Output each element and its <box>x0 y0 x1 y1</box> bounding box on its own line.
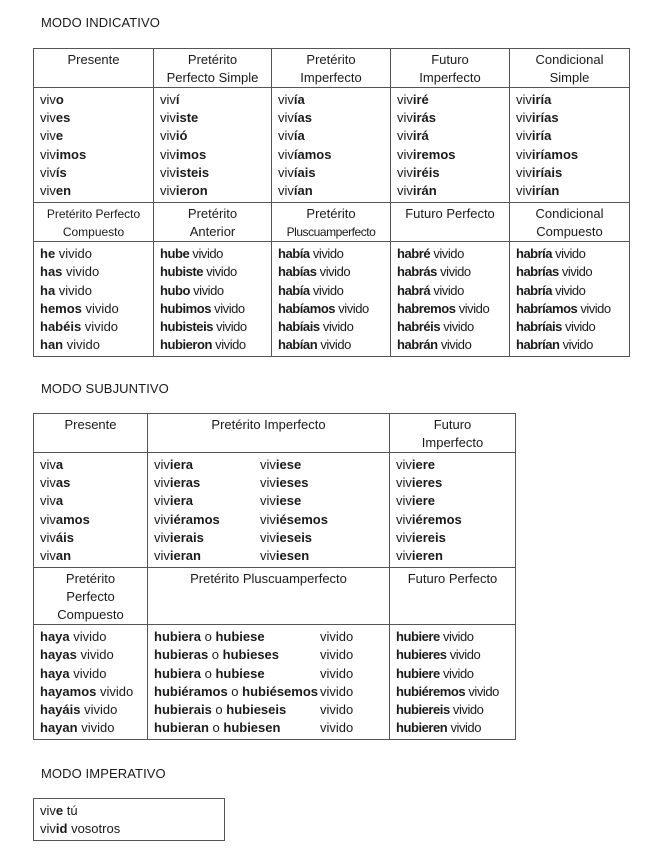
verb-form: viviría <box>516 128 552 144</box>
verb-form: vivisteis <box>160 164 210 180</box>
verb-ending: ieres <box>411 475 443 491</box>
ind-presente-forms <box>34 88 154 203</box>
verb-form: habrás vivido <box>397 264 471 280</box>
auxiliary-verb: hayan <box>40 720 78 736</box>
sub-futuro-imperfecto-forms <box>390 453 516 568</box>
participle: vivido <box>320 683 354 699</box>
participle: vivido <box>320 629 354 645</box>
verb-form: viviere <box>396 457 436 472</box>
verb-ending: a <box>55 457 64 472</box>
verb-ending: iesen <box>275 547 310 563</box>
verb-form: vivirían <box>516 182 560 198</box>
verb-ending: íais <box>293 164 316 180</box>
verb-form: viviríais <box>516 164 563 180</box>
verb-form: vivíamos <box>278 146 332 162</box>
indicativo-header-row-1 <box>34 49 630 88</box>
participle: vivido <box>320 647 354 663</box>
indicativo-table <box>33 48 630 357</box>
auxiliary-verb: había <box>278 246 310 262</box>
verb-ending: isteis <box>175 164 210 180</box>
verb-form: haya vivido <box>40 629 107 645</box>
verb-form: hubieron vivido <box>160 337 246 353</box>
auxiliary-verb: hubisteis <box>160 318 214 334</box>
verb-form: vivieren <box>396 547 443 563</box>
form-ra: vivierais <box>154 529 204 545</box>
subjuntivo-header-row-2 <box>34 568 516 625</box>
auxiliary-verb: hubierais <box>154 701 212 717</box>
form-ra: viviera <box>154 493 194 509</box>
form-se: viviesen <box>260 547 310 563</box>
verb-form: hubisteis vivido <box>160 318 247 334</box>
verb-ending: iríais <box>531 164 563 180</box>
sub-pret-imperfecto-forms <box>148 453 390 568</box>
auxiliary-verb: habrás <box>397 264 437 280</box>
imperativo-title: MODO IMPERATIVO <box>41 766 166 781</box>
verb-ending: iríamos <box>531 146 579 162</box>
auxiliary-pair: hubiéramos o hubiésemos <box>154 683 319 699</box>
verb-form: viviéremos <box>396 511 462 527</box>
verb-form: vivieron <box>160 182 208 198</box>
verb-ending: ieren <box>411 547 443 563</box>
ind-futuro-imperfecto-forms <box>391 88 510 203</box>
verb-form: vivirá <box>397 128 429 144</box>
indicativo-title: MODO INDICATIVO <box>41 15 160 30</box>
ind-h2-pret-anterior: Pretérito Anterior <box>154 203 272 242</box>
verb-ending: iéramos <box>169 511 220 527</box>
auxiliary-pair: hubiera o hubiese <box>154 665 265 681</box>
verb-ending: ía <box>293 92 305 107</box>
verb-form: vivía <box>278 92 305 107</box>
form-se: viviese <box>260 457 302 472</box>
verb-ending: id <box>55 821 68 837</box>
auxiliary-verb: ha <box>40 282 56 298</box>
form-se: vivieses <box>260 475 309 491</box>
ind-h2-pret-perfecto-compuesto: Pretérito Perfecto Compuesto <box>34 203 154 242</box>
imperativo-forms <box>34 799 225 841</box>
verb-form <box>154 456 383 474</box>
participle: vivido <box>320 720 354 736</box>
verb-ending: ía <box>293 128 305 144</box>
verb-ending: e <box>55 128 64 144</box>
auxiliary-verb: hubiere <box>396 629 440 645</box>
verb-ending: a <box>55 493 64 509</box>
verb-ending: es <box>55 110 71 126</box>
verb-form: habías vivido <box>278 264 351 280</box>
verb-form: viví <box>160 92 180 107</box>
verb-form: habéis vivido <box>40 318 119 334</box>
ind-pret-perfecto-compuesto-forms <box>34 242 154 357</box>
auxiliary-verb: hubiera <box>154 665 201 681</box>
auxiliary-verb: hubieses <box>222 647 280 663</box>
verb-form: viviréis <box>397 164 440 180</box>
sub-h1-pret-imperfecto: Pretérito Imperfecto <box>148 414 390 453</box>
indicativo-simple-row <box>34 88 630 203</box>
auxiliary-verb: habíais <box>278 318 320 334</box>
auxiliary-verb: hube <box>160 246 190 262</box>
verb-form: viva <box>40 493 64 509</box>
auxiliary-verb: hubiere <box>396 665 440 681</box>
auxiliary-pair: hubierais o hubieseis <box>154 701 287 717</box>
verb-form: habría vivido <box>516 246 586 262</box>
verb-form: vivían <box>278 182 313 198</box>
verb-ending: ieseis <box>275 529 313 545</box>
verb-form: vivid vosotros <box>40 821 121 837</box>
sub-h2-pret-perfecto-compuesto: Pretérito Perfecto Compuesto <box>34 568 148 625</box>
ind-condicional-simple-forms <box>510 88 630 203</box>
auxiliary-verb: hubiese <box>215 665 265 681</box>
verb-ending: iese <box>275 457 302 472</box>
auxiliary-verb: hubimos <box>160 300 212 316</box>
verb-form <box>154 665 383 683</box>
auxiliary-pair: hubiera o hubiese <box>154 629 265 645</box>
verb-form: hubiéremos vivido <box>396 683 499 699</box>
verb-ending: e <box>55 803 64 818</box>
auxiliary-pair: hubieras o hubieses <box>154 647 280 663</box>
auxiliary-verb: habré <box>397 246 431 262</box>
verb-form <box>154 628 383 646</box>
sub-h1-futuro-imperfecto: Futuro Imperfecto <box>390 414 516 453</box>
verb-form: vives <box>40 110 71 126</box>
verb-form: hayas vivido <box>40 647 114 663</box>
auxiliary-verb: hemos <box>40 300 82 316</box>
verb-form: habrían vivido <box>516 337 593 353</box>
verb-form: vivía <box>278 128 305 144</box>
verb-ending: ierais <box>169 529 204 545</box>
auxiliary-verb: hubiéremos <box>396 683 466 699</box>
verb-form: hubiste vivido <box>160 264 237 280</box>
verb-ending: imos <box>55 146 87 162</box>
auxiliary-verb: hubiese <box>215 629 265 645</box>
subjuntivo-compound-row <box>34 625 516 740</box>
form-se: vivieseis <box>260 529 313 545</box>
verb-ending: irá <box>412 128 429 144</box>
verb-form: vivís <box>40 164 67 180</box>
verb-form: hubiereis vivido <box>396 701 484 717</box>
verb-form: viviere <box>396 493 436 509</box>
auxiliary-verb: hubiesen <box>223 720 281 736</box>
subjuntivo-table <box>33 413 516 740</box>
verb-form: viva <box>40 457 64 472</box>
verb-ending: iésemos <box>275 511 328 527</box>
ind-h2-futuro-perfecto: Futuro Perfecto <box>391 203 510 242</box>
verb-form: has vivido <box>40 264 100 280</box>
auxiliary-verb: he <box>40 246 56 262</box>
verb-form: habría vivido <box>516 282 586 298</box>
ind-pret-perfecto-simple-forms <box>154 88 272 203</box>
verb-form: habrías vivido <box>516 264 593 280</box>
sub-futuro-perfecto-forms <box>390 625 516 740</box>
verb-form: viváis <box>40 529 74 545</box>
auxiliary-verb: hubieres <box>396 647 447 663</box>
verb-form: habían vivido <box>278 337 351 353</box>
verb-form <box>154 529 383 547</box>
auxiliary-verb: habéis <box>40 318 82 334</box>
verb-ending: iereis <box>411 529 446 545</box>
verb-form <box>154 492 383 510</box>
verb-ending: iera <box>169 457 194 472</box>
auxiliary-verb: habría <box>516 246 553 262</box>
verb-form: vivió <box>160 128 188 144</box>
auxiliary-verb: hubiste <box>160 264 204 280</box>
auxiliary-verb: hubiereis <box>396 701 450 717</box>
verb-form: viviereis <box>396 529 446 545</box>
verb-ending: imos <box>175 146 207 162</box>
auxiliary-verb: hubiera <box>154 629 201 645</box>
verb-ending: an <box>55 547 72 563</box>
verb-form <box>154 646 383 664</box>
verb-ending: íamos <box>293 146 332 162</box>
verb-form <box>154 719 383 737</box>
verb-ending: en <box>55 182 72 198</box>
auxiliary-verb: has <box>40 264 63 280</box>
ind-h1-pret-imperfecto: Pretérito Imperfecto <box>272 49 391 88</box>
verb-ending: ieses <box>275 475 309 491</box>
sub-presente-forms <box>34 453 148 568</box>
verb-form: haya vivido <box>40 665 107 681</box>
verb-form: viviría <box>516 92 552 107</box>
verb-ending: iste <box>175 110 199 126</box>
verb-ending: iréis <box>412 164 440 180</box>
verb-ending: iéremos <box>411 511 462 527</box>
participle: vivido <box>320 701 354 717</box>
ind-h1-pret-perfecto-simple: Pretérito Perfecto Simple <box>154 49 272 88</box>
auxiliary-verb: haya <box>40 665 70 681</box>
auxiliary-verb: habrían <box>516 337 560 353</box>
indicativo-compound-row <box>34 242 630 357</box>
imperativo-row <box>34 799 225 841</box>
verb-form: viviremos <box>397 146 456 162</box>
verb-form: hubiere vivido <box>396 629 474 645</box>
verb-ending: iere <box>411 457 436 472</box>
verb-ending: irían <box>531 182 560 198</box>
verb-form: hubimos vivido <box>160 300 245 316</box>
verb-form: vive <box>40 128 64 144</box>
auxiliary-verb: habrías <box>516 264 559 280</box>
auxiliary-verb: habían <box>278 337 318 353</box>
ind-h1-presente: Presente <box>34 49 154 88</box>
verb-ending: iere <box>411 493 436 509</box>
verb-form <box>154 683 383 701</box>
verb-form: viviste <box>160 110 199 126</box>
auxiliary-pair: hubieran o hubiesen <box>154 720 281 736</box>
verb-form <box>154 701 383 719</box>
verb-form <box>154 547 383 565</box>
verb-form: vivíais <box>278 164 316 180</box>
subjuntivo-title: MODO SUBJUNTIVO <box>41 381 169 396</box>
ind-futuro-perfecto-forms <box>391 242 510 357</box>
auxiliary-verb: habías <box>278 264 317 280</box>
verb-ending: iremos <box>412 146 456 162</box>
verb-form: hemos vivido <box>40 300 119 316</box>
participle: vivido <box>320 665 354 681</box>
verb-form: ha vivido <box>40 282 93 298</box>
verb-form: habíais vivido <box>278 318 354 334</box>
subjuntivo-header-row-1 <box>34 414 516 453</box>
verb-form: habíamos vivido <box>278 300 369 316</box>
form-se: viviese <box>260 493 302 509</box>
ind-h1-futuro-imperfecto: Futuro Imperfecto <box>391 49 510 88</box>
verb-form: hayan vivido <box>40 720 115 736</box>
verb-form: habrán vivido <box>397 337 472 353</box>
ind-h2-condicional-compuesto: Condicional Compuesto <box>510 203 630 242</box>
auxiliary-verb: hubo <box>160 282 190 298</box>
verb-form: hubiere vivido <box>396 665 474 681</box>
verb-ending: ís <box>55 164 67 180</box>
imperativo-table <box>33 798 225 841</box>
verb-form: vive tú <box>40 803 78 818</box>
verb-form: habríais vivido <box>516 318 596 334</box>
auxiliary-verb: habrá <box>397 282 431 298</box>
auxiliary-verb: hubieran <box>154 720 209 736</box>
verb-ending: ió <box>175 128 188 144</box>
verb-ending: iera <box>169 493 194 509</box>
verb-ending: iese <box>275 493 302 509</box>
indicativo-header-row-2 <box>34 203 630 242</box>
verb-ending: irán <box>412 182 437 198</box>
auxiliary-verb: hayáis <box>40 701 81 717</box>
verb-ending: ieras <box>169 475 201 491</box>
verb-form: vivimos <box>40 146 87 162</box>
verb-ending: amos <box>55 511 90 527</box>
verb-ending: í <box>175 92 180 107</box>
verb-form: he vivido <box>40 246 93 262</box>
auxiliary-verb: hubiésemos <box>242 683 319 699</box>
verb-form: viviré <box>397 92 429 107</box>
sub-h1-presente: Presente <box>34 414 148 453</box>
verb-ending: ían <box>293 182 313 198</box>
verb-ending: ieran <box>169 547 201 563</box>
verb-form <box>154 511 383 529</box>
verb-ending: ieron <box>175 182 208 198</box>
form-ra: vivieras <box>154 475 201 491</box>
verb-form: habrá vivido <box>397 282 464 298</box>
auxiliary-verb: haya <box>40 629 70 645</box>
auxiliary-verb: hubieren <box>396 720 448 736</box>
verb-ending: irás <box>412 110 437 126</box>
auxiliary-verb: habría <box>516 282 553 298</box>
verb-form: hayáis vivido <box>40 701 118 717</box>
verb-form: había vivido <box>278 246 344 262</box>
verb-form: vivo <box>40 92 64 107</box>
verb-ending: as <box>55 475 71 491</box>
verb-form: han vivido <box>40 337 100 353</box>
verb-form: habríamos vivido <box>516 300 611 316</box>
form-ra: vivieran <box>154 547 201 563</box>
subjuntivo-simple-row <box>34 453 516 568</box>
verb-form: vivirás <box>397 110 437 126</box>
auxiliary-verb: hubieras <box>154 647 209 663</box>
verb-ending: iré <box>412 92 429 107</box>
verb-form: hayamos vivido <box>40 683 134 699</box>
ind-condicional-compuesto-forms <box>510 242 630 357</box>
form-ra: viviera <box>154 457 194 472</box>
verb-ending: o <box>55 92 64 107</box>
verb-form: habréis vivido <box>397 318 474 334</box>
ind-pret-anterior-forms <box>154 242 272 357</box>
verb-ending: ías <box>293 110 312 126</box>
auxiliary-verb: había <box>278 282 310 298</box>
verb-form <box>154 474 383 492</box>
verb-form: habremos vivido <box>397 300 490 316</box>
verb-form: vivieres <box>396 475 443 491</box>
auxiliary-verb: hayas <box>40 647 77 663</box>
sub-pret-perfecto-compuesto-forms <box>34 625 148 740</box>
auxiliary-verb: habíamos <box>278 300 336 316</box>
auxiliary-verb: habremos <box>397 300 456 316</box>
auxiliary-verb: hayamos <box>40 683 97 699</box>
sub-h2-futuro-perfecto: Futuro Perfecto <box>390 568 516 625</box>
verb-form: hube vivido <box>160 246 223 262</box>
auxiliary-verb: hubiéramos <box>154 683 228 699</box>
sub-pret-pluscuamperfecto-forms <box>148 625 390 740</box>
verb-form: hubo vivido <box>160 282 224 298</box>
verb-form: vivirán <box>397 182 437 198</box>
auxiliary-verb: habrán <box>397 337 438 353</box>
auxiliary-verb: hubieseis <box>226 701 287 717</box>
form-se: viviésemos <box>260 511 328 527</box>
verb-form: había vivido <box>278 282 344 298</box>
verb-form: hubieren vivido <box>396 720 481 736</box>
sub-h2-pret-pluscuamperfecto: Pretérito Pluscuamperfecto <box>148 568 390 625</box>
form-ra: viviéramos <box>154 511 220 527</box>
verb-form: viven <box>40 182 72 198</box>
verb-form: vivamos <box>40 511 90 527</box>
auxiliary-verb: habríais <box>516 318 562 334</box>
ind-pret-imperfecto-forms <box>272 88 391 203</box>
auxiliary-verb: hubieron <box>160 337 213 353</box>
verb-form: vivimos <box>160 146 207 162</box>
verb-form: viviríamos <box>516 146 579 162</box>
verb-ending: iría <box>531 128 552 144</box>
verb-form: hubieres vivido <box>396 647 481 663</box>
ind-h2-pret-pluscuamperfecto: Pretérito Pluscuamperfecto <box>272 203 391 242</box>
auxiliary-verb: habríamos <box>516 300 578 316</box>
verb-form: habré vivido <box>397 246 464 262</box>
verb-ending: iría <box>531 92 552 107</box>
auxiliary-verb: han <box>40 337 64 353</box>
verb-form: vivías <box>278 110 312 126</box>
verb-form: vivan <box>40 547 72 563</box>
verb-form: vivas <box>40 475 71 491</box>
verb-form: vivirías <box>516 110 559 126</box>
verb-ending: irías <box>531 110 559 126</box>
auxiliary-verb: habréis <box>397 318 441 334</box>
ind-h1-condicional-simple: Condicional Simple <box>510 49 630 88</box>
ind-pret-pluscuamperfecto-forms <box>272 242 391 357</box>
verb-ending: áis <box>55 529 74 545</box>
